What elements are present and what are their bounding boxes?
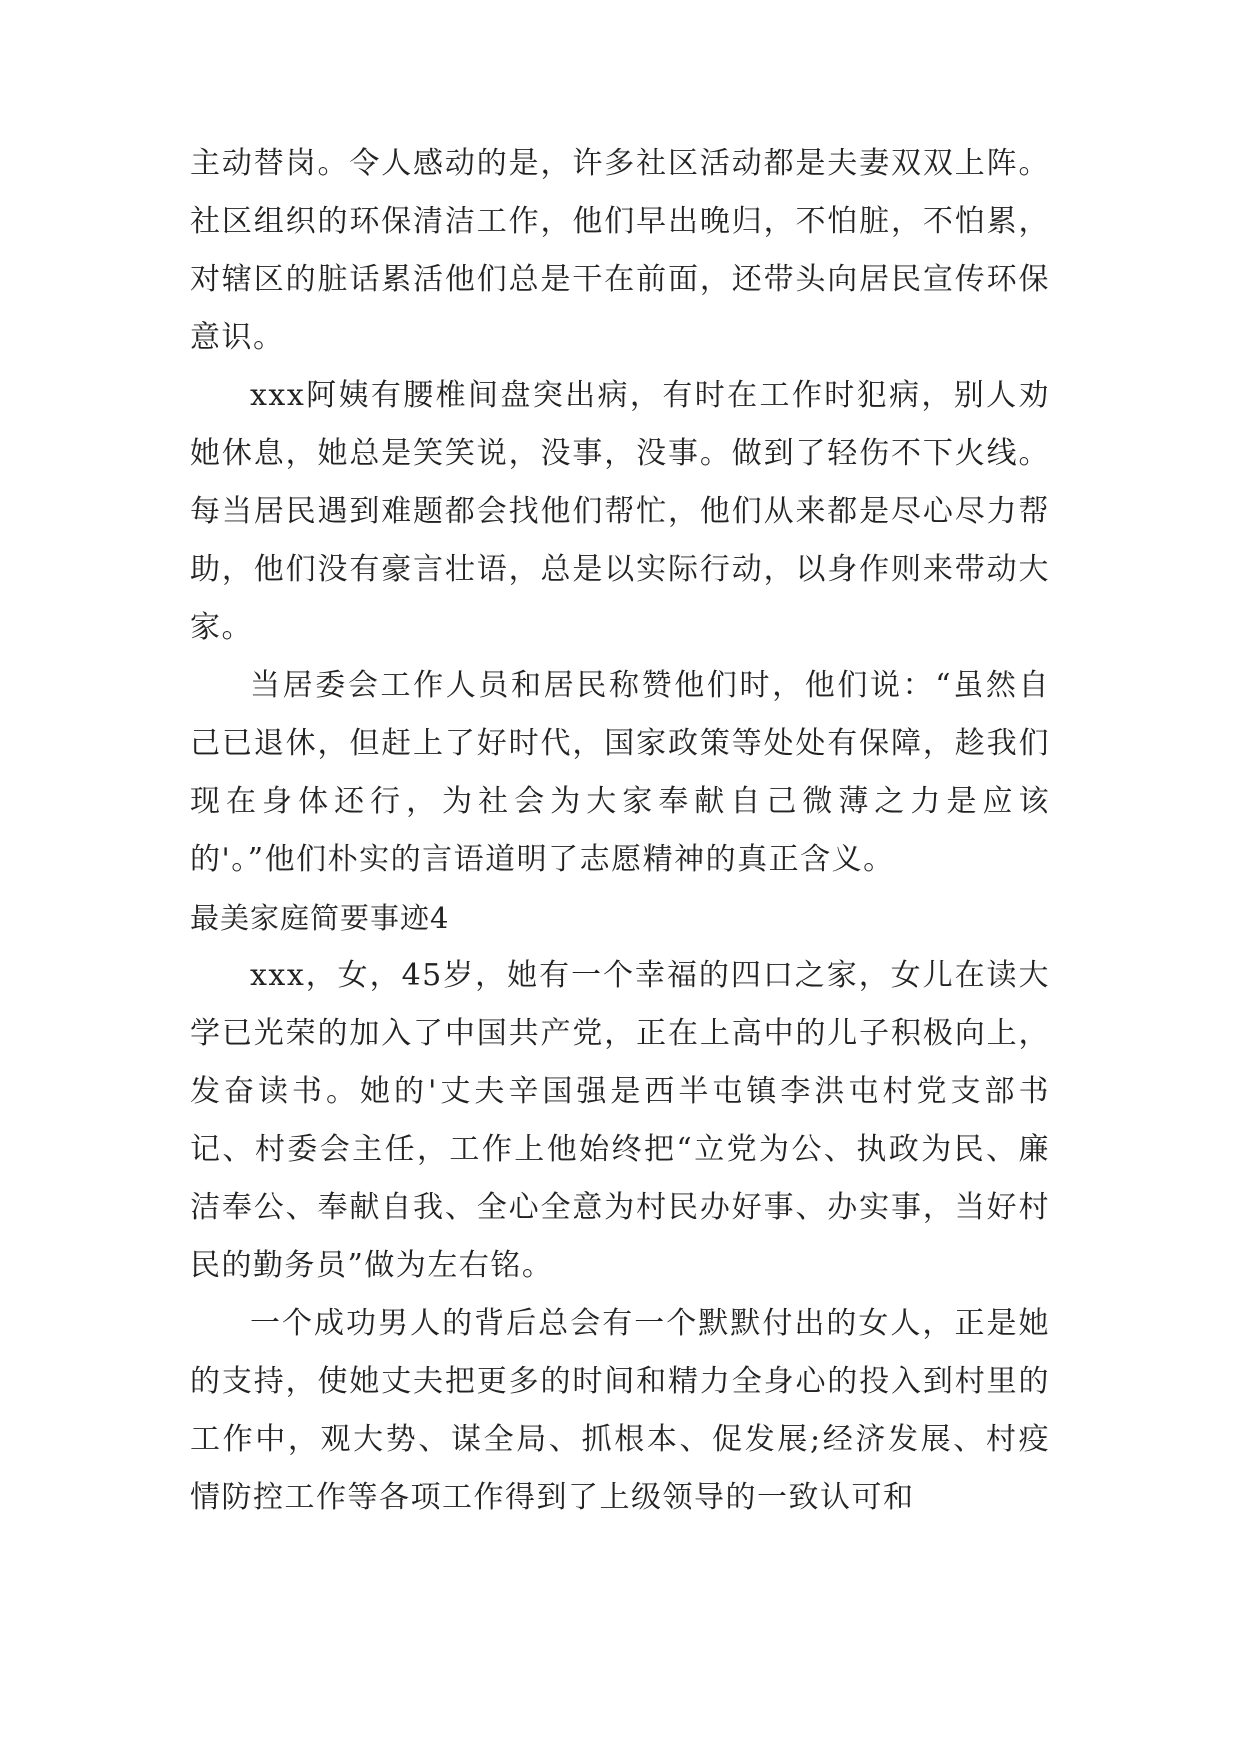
paragraph-3: 当居委会工作人员和居民称赞他们时，他们说：“虽然自己已退休，但赶上了好时代，国家政策等处处有保障，趁我们现在身体还行，为社会为大家奉献自己微薄之力是应该的'。”他们朴实的言语道明了志愿精神的真正含义。 <box>190 668 1050 877</box>
paragraph-2: xxx阿姨有腰椎间盘突出病，有时在工作时犯病，别人劝她休息，她总是笑笑说，没事，没事。做到了轻伤不下火线。每当居民遇到难题都会找他们帮忙，他们从来都是尽心尽力帮助，他们没有豪言壮语，总是以实际行动，以身作则来带动大家。 <box>190 378 1050 645</box>
paragraph-1: 主动替岗。令人感动的是，许多社区活动都是夫妻双双上阵。社区组织的环保清洁工作，他们早出晚归，不怕脏，不怕累，对辖区的脏话累活他们总是干在前面，还带头向居民宣传环保意识。 <box>190 146 1050 355</box>
document-page <box>190 135 1050 1527</box>
section-heading: 最美家庭简要事迹4 <box>190 901 450 935</box>
paragraph-5: 一个成功男人的背后总会有一个默默付出的女人，正是她的支持，使她丈夫把更多的时间和精力全身心的投入到村里的工作中，观大势、谋全局、抓根本、促发展;经济发展、村疫情防控工作等各项工作得到了上级领导的一致认可和 <box>190 1306 1050 1515</box>
paragraph-4: xxx，女，45岁，她有一个幸福的四口之家，女儿在读大学已光荣的加入了中国共产党，正在上高中的儿子积极向上，发奋读书。她的'丈夫辛国强是西半屯镇李洪屯村党支部书记、村委会主任，工作上他始终把“立党为公、执政为民、廉洁奉公、奉献自我、全心全意为村民办好事、办实事，当好村民的勤务员”做为左右铭。 <box>190 958 1050 1283</box>
